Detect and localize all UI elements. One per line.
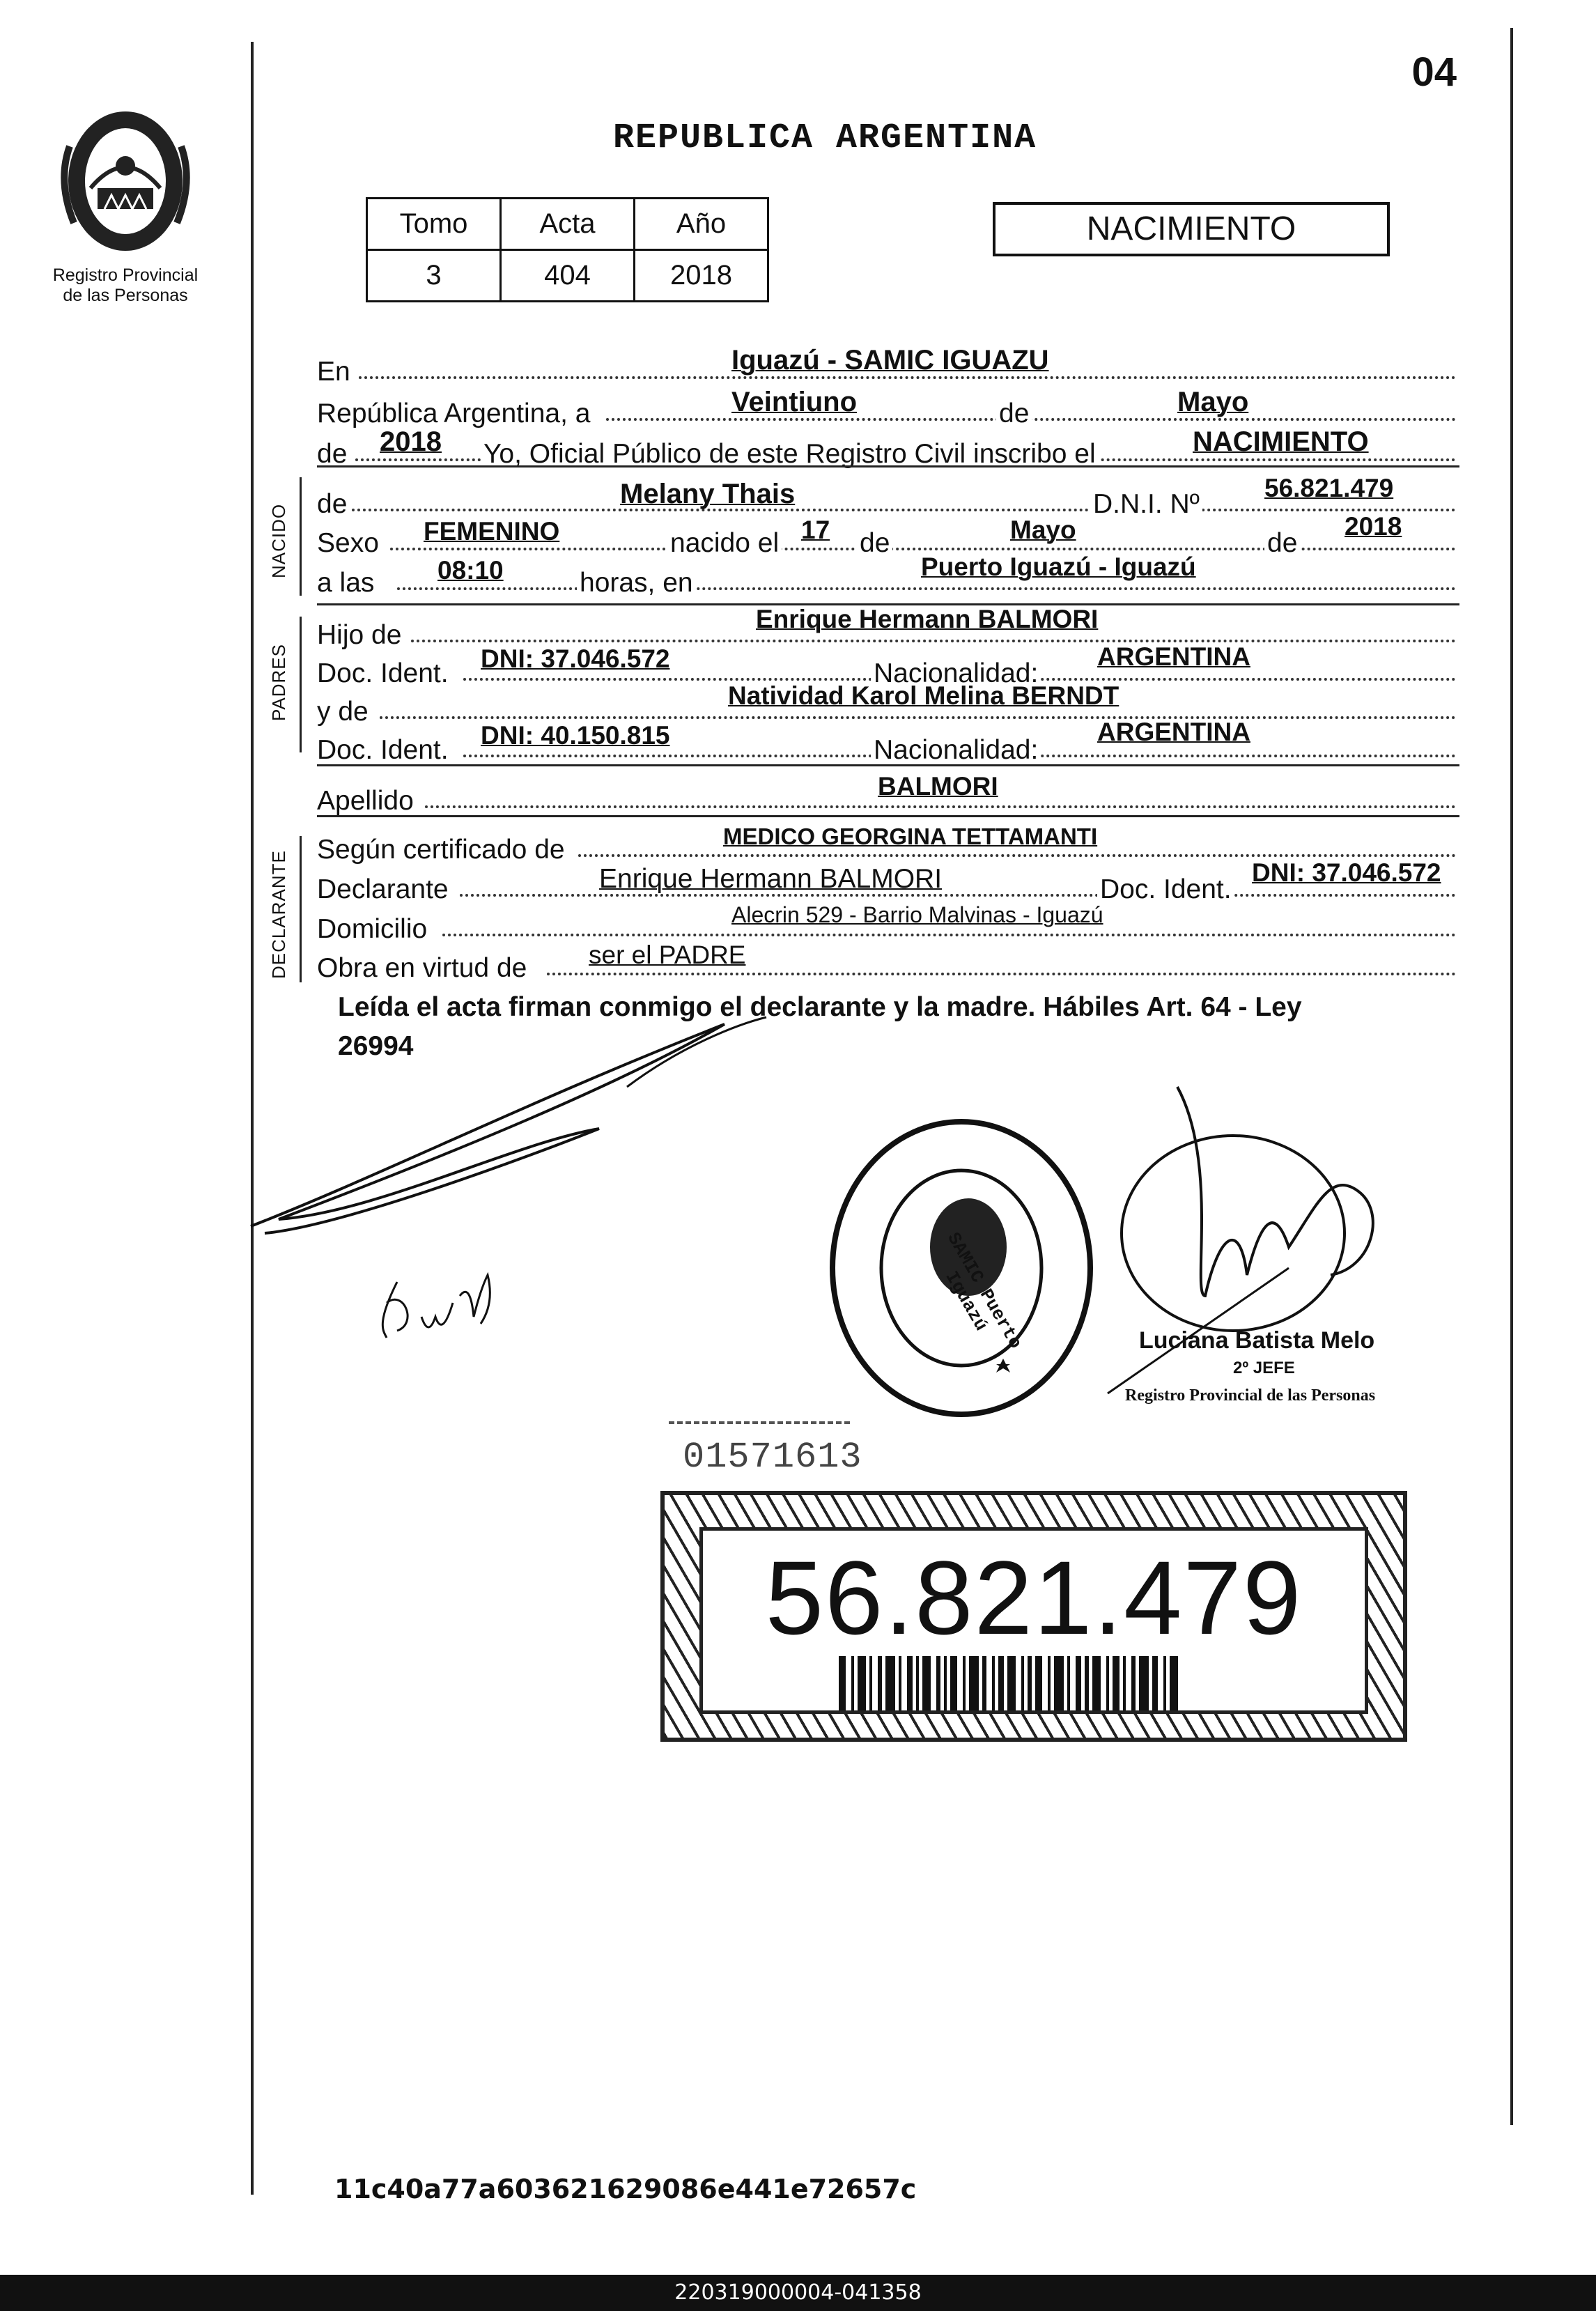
barcode-bar [936, 1656, 940, 1710]
right-margin-line [1510, 28, 1513, 2125]
leida-line2: 26994 [338, 1031, 414, 1061]
value-acta: 404 [501, 250, 635, 302]
nacido-el-label: nacido el [667, 528, 782, 559]
apellido-rule [317, 815, 1459, 817]
padres-section-label: PADRES [268, 644, 289, 721]
barcode-bar [869, 1656, 872, 1710]
barcode-bar [1076, 1656, 1081, 1710]
birth-month-value: Mayo [1010, 516, 1076, 544]
year-value: 2018 [380, 426, 442, 457]
barcode-bar [1106, 1656, 1109, 1710]
nacido-name-dots [352, 509, 1456, 511]
declarante-signature-icon [237, 1003, 780, 1393]
domicilio-value: Alecrin 529 - Barrio Malvinas - Iguazú [731, 902, 1103, 927]
document-hash: 11c40a77a603621629086e441e72657c [334, 2174, 917, 2204]
mother-name-value: Natividad Karol Melina BERNDT [728, 681, 1119, 710]
footer-code: 220319000004-041358 [0, 2275, 1596, 2311]
domicilio-dots [442, 934, 1456, 936]
barcode-bar [998, 1656, 1004, 1710]
barcode-icon [839, 1656, 1243, 1710]
stamp-inner-text: SAMIC Puerto Iguazú [940, 1228, 1026, 1353]
barcode-bar [1048, 1656, 1051, 1710]
de2-label: de [317, 439, 348, 469]
padres-rule [317, 764, 1459, 766]
domicilio-label: Domicilio [317, 914, 428, 944]
obra-value: ser el PADRE [589, 941, 746, 969]
signatory-name: Luciana Batista Melo [1139, 1327, 1375, 1354]
birth-de2-label: de [1264, 528, 1300, 559]
apellido-value: BALMORI [878, 772, 998, 801]
barcode-bar [878, 1656, 882, 1710]
barcode-bar [1028, 1656, 1032, 1710]
father-nac-value: ARGENTINA [1097, 642, 1250, 671]
barcode-bar [851, 1656, 854, 1710]
serial-number: 01571613 [683, 1437, 862, 1478]
y-de-label: y de [317, 697, 369, 727]
apellido-label: Apellido [317, 786, 414, 816]
declarante-bar [300, 836, 302, 982]
barcode-bar [950, 1656, 957, 1710]
header-rule [317, 465, 1459, 467]
sexo-value: FEMENINO [424, 517, 560, 546]
barcode-bar [1067, 1656, 1070, 1710]
barcode-bar [1163, 1656, 1166, 1710]
barcode-bar [858, 1656, 866, 1710]
signatory-role: 2º JEFE [1233, 1359, 1295, 1377]
barcode-bar [1054, 1656, 1064, 1710]
doc-type-box: NACIMIENTO [993, 202, 1390, 256]
horas-label: horas, en [577, 568, 696, 598]
mother-nac-value: ARGENTINA [1097, 718, 1250, 746]
id-sticker [660, 1491, 1407, 1742]
page-title: REPUBLICA ARGENTINA [613, 118, 1037, 158]
barcode-bar [1123, 1656, 1126, 1710]
value-tomo: 3 [367, 250, 501, 302]
barcode-bar [963, 1656, 966, 1710]
value-anio: 2018 [635, 250, 768, 302]
barcode-bar [982, 1656, 986, 1710]
nacido-section-label: NACIDO [268, 503, 289, 578]
misiones-province-seal-icon [42, 105, 209, 258]
barcode-bar [1131, 1656, 1136, 1710]
signatory-org: Registro Provincial de las Personas [1125, 1386, 1376, 1405]
segun-label: Según certificado de [317, 835, 565, 865]
a-las-label: a las [317, 568, 375, 598]
declarante-doc-value: DNI: 37.046.572 [1252, 858, 1441, 887]
barcode-bar [1021, 1656, 1024, 1710]
child-name-value: Melany Thais [620, 479, 796, 509]
hijo-de-label: Hijo de [317, 620, 402, 650]
father-name-value: Enrique Hermann BALMORI [756, 605, 1099, 633]
en-value: Iguazú - SAMIC IGUAZU [731, 345, 1049, 376]
birth-year-value: 2018 [1345, 512, 1402, 541]
page-number: 04 [1411, 49, 1457, 95]
father-nac-label: Nacionalidad: [871, 658, 1041, 689]
sticker-number: 56.821.479 [765, 1539, 1303, 1656]
mother-nac-label: Nacionalidad: [871, 735, 1041, 766]
dni-label: D.N.I. Nº [1090, 489, 1202, 520]
barcode-bar [1085, 1656, 1089, 1710]
barcode-bar [1113, 1656, 1119, 1710]
padres-bar [300, 617, 302, 752]
barcode-bar [969, 1656, 979, 1710]
barcode-bar [1152, 1656, 1158, 1710]
en-label: En [317, 357, 350, 387]
yo-text: Yo, Oficial Público de este Registro Civil inscribo el [481, 439, 1099, 470]
barcode-bar [1092, 1656, 1101, 1710]
barcode-bar [916, 1656, 919, 1710]
hour-dots [397, 587, 1456, 590]
barcode-bar [1170, 1656, 1178, 1710]
day-value: Veintiuno [731, 387, 857, 417]
barcode-bar [1139, 1656, 1149, 1710]
header-acta: Acta [501, 199, 635, 250]
father-doc-label: Doc. Ident. [317, 658, 449, 688]
declarante-section-label: DECLARANTE [268, 850, 289, 979]
nacido-de-label: de [317, 489, 348, 519]
logo-caption-line2: de las Personas [63, 286, 188, 305]
mother-doc-label: Doc. Ident. [317, 735, 449, 765]
event-value: NACIMIENTO [1193, 426, 1369, 457]
sexo-label: Sexo [317, 528, 379, 558]
obra-label: Obra en virtud de [317, 953, 527, 983]
declarante-doc-label: Doc. Ident. [1097, 874, 1234, 905]
nacido-bar [300, 477, 302, 596]
apellido-dots [425, 805, 1456, 808]
father-doc-value: DNI: 37.046.572 [481, 644, 670, 673]
header-tomo: Tomo [367, 199, 501, 250]
mother-dots [380, 716, 1456, 719]
logo-caption-line1: Registro Provincial [52, 265, 199, 285]
barcode-bar [1035, 1656, 1042, 1710]
mother-doc-value: DNI: 40.150.815 [481, 721, 670, 750]
birth-place-value: Puerto Iguazú - Iguazú [921, 552, 1196, 581]
registry-logo [42, 105, 209, 306]
en-dots [359, 376, 1456, 379]
obra-dots [547, 973, 1456, 975]
barcode-bar [899, 1656, 901, 1710]
de-label: de [996, 399, 1032, 429]
barcode-bar [944, 1656, 947, 1710]
barcode-bar [1007, 1656, 1016, 1710]
month-value: Mayo [1177, 387, 1249, 417]
birth-day-value: 17 [801, 516, 830, 544]
segun-dots [578, 854, 1456, 857]
republica-label: República Argentina, a [317, 399, 591, 428]
barcode-bar [885, 1656, 895, 1710]
barcode-bar [992, 1656, 995, 1710]
registry-table [366, 197, 769, 302]
birth-de-label: de [857, 528, 892, 559]
dni-value: 56.821.479 [1264, 474, 1394, 502]
hour-value: 08:10 [437, 556, 504, 585]
father-dots [411, 640, 1456, 642]
barcode-bar [907, 1656, 913, 1710]
header-anio: Año [635, 199, 768, 250]
declarante-value: Enrique Hermann BALMORI [599, 864, 943, 894]
serial-rule [669, 1421, 850, 1424]
barcode-bar [839, 1656, 846, 1710]
leida-line1: Leída el acta firman conmigo el declarante y la madre. Hábiles Art. 64 - Ley [338, 992, 1302, 1022]
sticker-inner-panel [699, 1527, 1368, 1714]
declarante-label: Declarante [317, 874, 449, 904]
segun-value: MEDICO GEORGINA TETTAMANTI [723, 824, 1098, 849]
barcode-bar [922, 1656, 931, 1710]
